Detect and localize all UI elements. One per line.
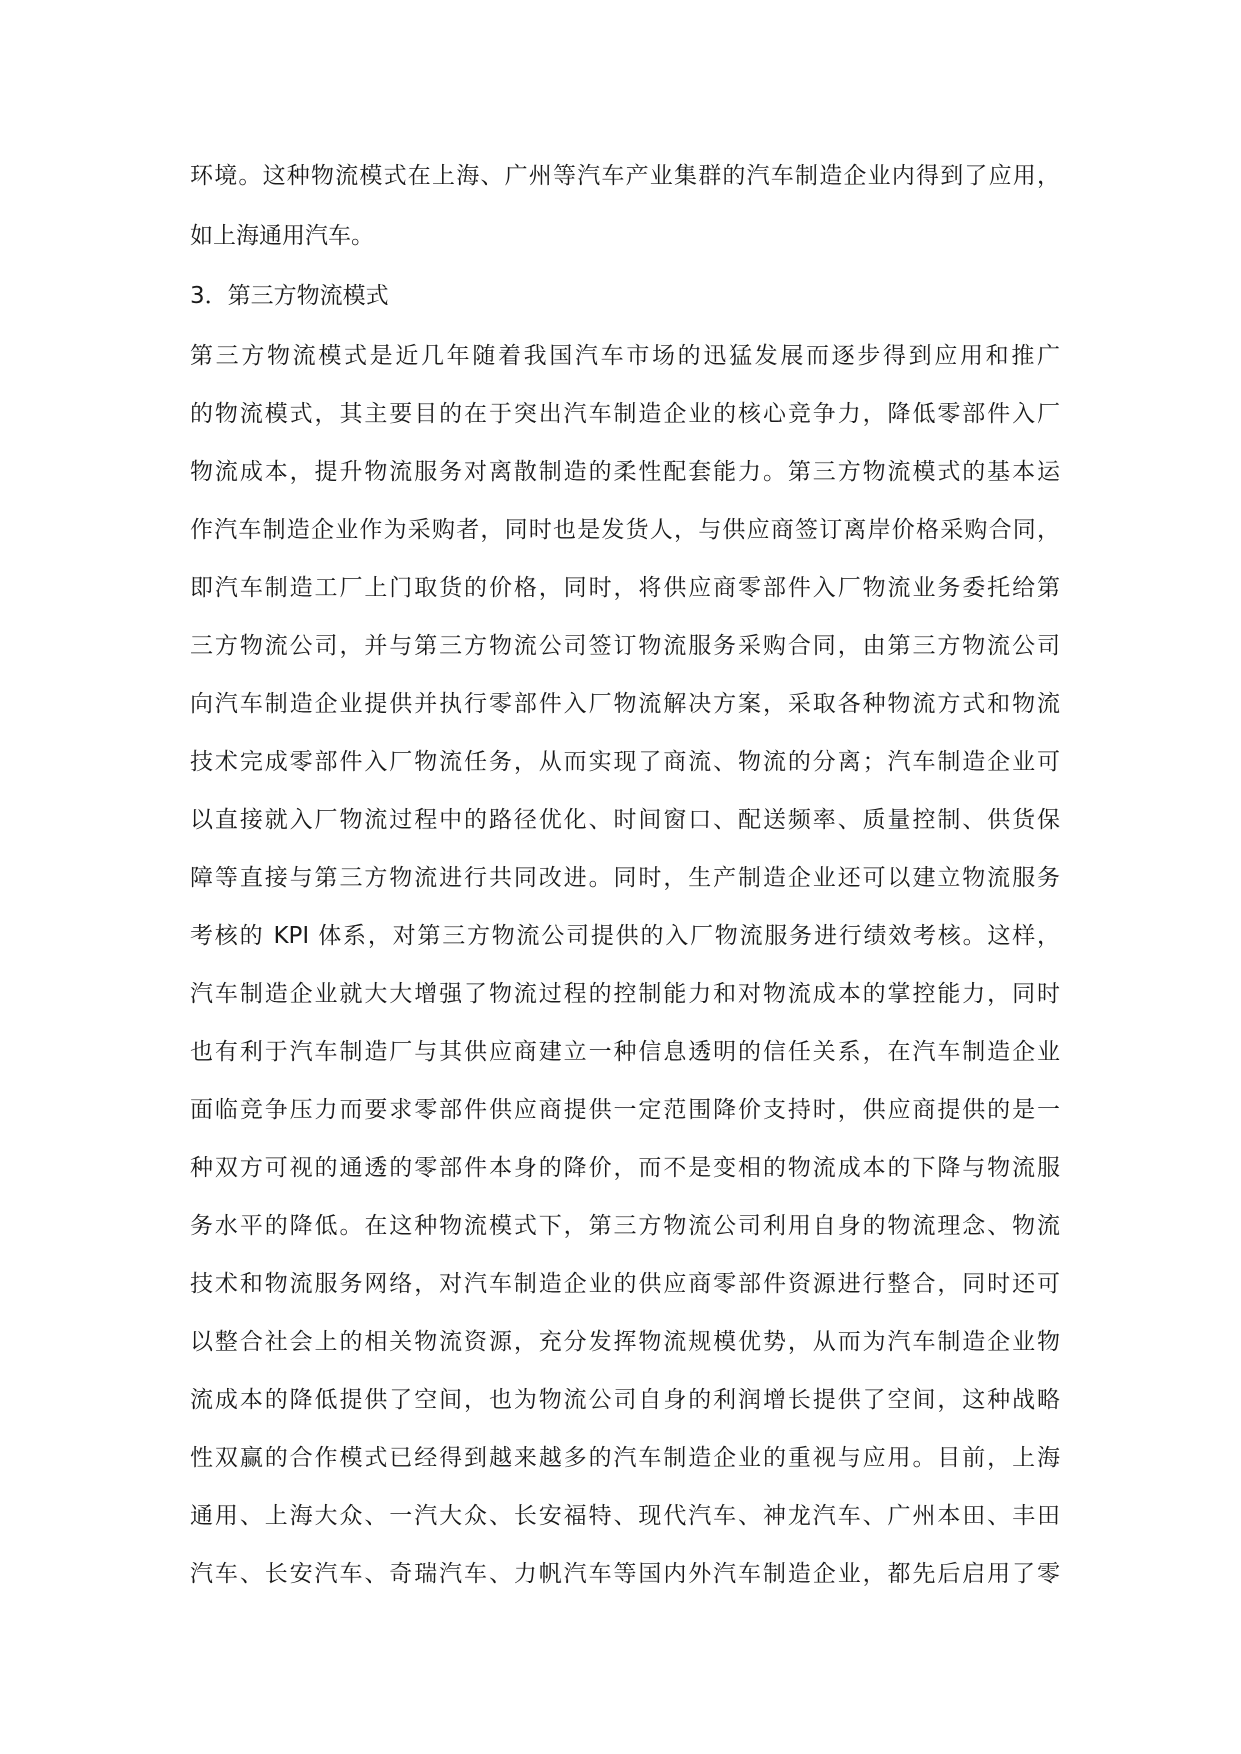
text-line-7: 作汽车制造企业作为采购者，同时也是发货人，与供应商签订离岸价格采购合同， xyxy=(190,517,1060,543)
text-line-15: 汽车制造企业就大大增强了物流过程的控制能力和对物流成本的掌控能力，同时 xyxy=(190,981,1060,1007)
text-line-23: 性双赢的合作模式已经得到越来越多的汽车制造企业的重视与应用。目前，上海 xyxy=(190,1445,1060,1471)
text-line-11: 技术完成零部件入厂物流任务，从而实现了商流、物流的分离；汽车制造企业可 xyxy=(190,749,1060,775)
text-line-22: 流成本的降低提供了空间，也为物流公司自身的利润增长提供了空间，这种战略 xyxy=(190,1387,1060,1413)
text-line-16: 也有利于汽车制造厂与其供应商建立一种信息透明的信任关系，在汽车制造企业 xyxy=(190,1039,1060,1065)
text-line-17: 面临竞争压力而要求零部件供应商提供一定范围降价支持时，供应商提供的是一 xyxy=(190,1097,1060,1123)
text-line-4: 第三方物流模式是近几年随着我国汽车市场的迅猛发展而逐步得到应用和推广 xyxy=(190,343,1060,369)
text-line-9: 三方物流公司，并与第三方物流公司签订物流服务采购合同，由第三方物流公司 xyxy=(190,633,1060,659)
text-line-10: 向汽车制造企业提供并执行零部件入厂物流解决方案，采取各种物流方式和物流 xyxy=(190,691,1060,717)
text-line-18: 种双方可视的通透的零部件本身的降价，而不是变相的物流成本的下降与物流服 xyxy=(190,1155,1060,1181)
text-line-24: 通用、上海大众、一汽大众、长安福特、现代汽车、神龙汽车、广州本田、丰田 xyxy=(190,1503,1060,1529)
text-line-2: 如上海通用汽车。 xyxy=(190,223,374,249)
text-line-25: 汽车、长安汽车、奇瑞汽车、力帆汽车等国内外汽车制造企业，都先后启用了零 xyxy=(190,1561,1060,1587)
text-line-21: 以整合社会上的相关物流资源，充分发挥物流规模优势，从而为汽车制造企业物 xyxy=(190,1329,1060,1355)
text-line-19: 务水平的降低。在这种物流模式下，第三方物流公司利用自身的物流理念、物流 xyxy=(190,1213,1060,1239)
text-line-14: 考核的 KPI 体系，对第三方物流公司提供的入厂物流服务进行绩效考核。这样， xyxy=(190,923,1060,949)
section-heading: 3．第三方物流模式 xyxy=(190,283,389,309)
text-line-12: 以直接就入厂物流过程中的路径优化、时间窗口、配送频率、质量控制、供货保 xyxy=(190,807,1060,833)
text-line-6: 物流成本，提升物流服务对离散制造的柔性配套能力。第三方物流模式的基本运 xyxy=(190,459,1060,485)
text-line-13: 障等直接与第三方物流进行共同改进。同时，生产制造企业还可以建立物流服务 xyxy=(190,865,1060,891)
text-line-8: 即汽车制造工厂上门取货的价格，同时，将供应商零部件入厂物流业务委托给第 xyxy=(190,575,1060,601)
text-line-1: 环境。这种物流模式在上海、广州等汽车产业集群的汽车制造企业内得到了应用， xyxy=(190,163,1060,189)
text-line-5: 的物流模式，其主要目的在于突出汽车制造企业的核心竞争力，降低零部件入厂 xyxy=(190,401,1060,427)
text-line-20: 技术和物流服务网络，对汽车制造企业的供应商零部件资源进行整合，同时还可 xyxy=(190,1271,1060,1297)
